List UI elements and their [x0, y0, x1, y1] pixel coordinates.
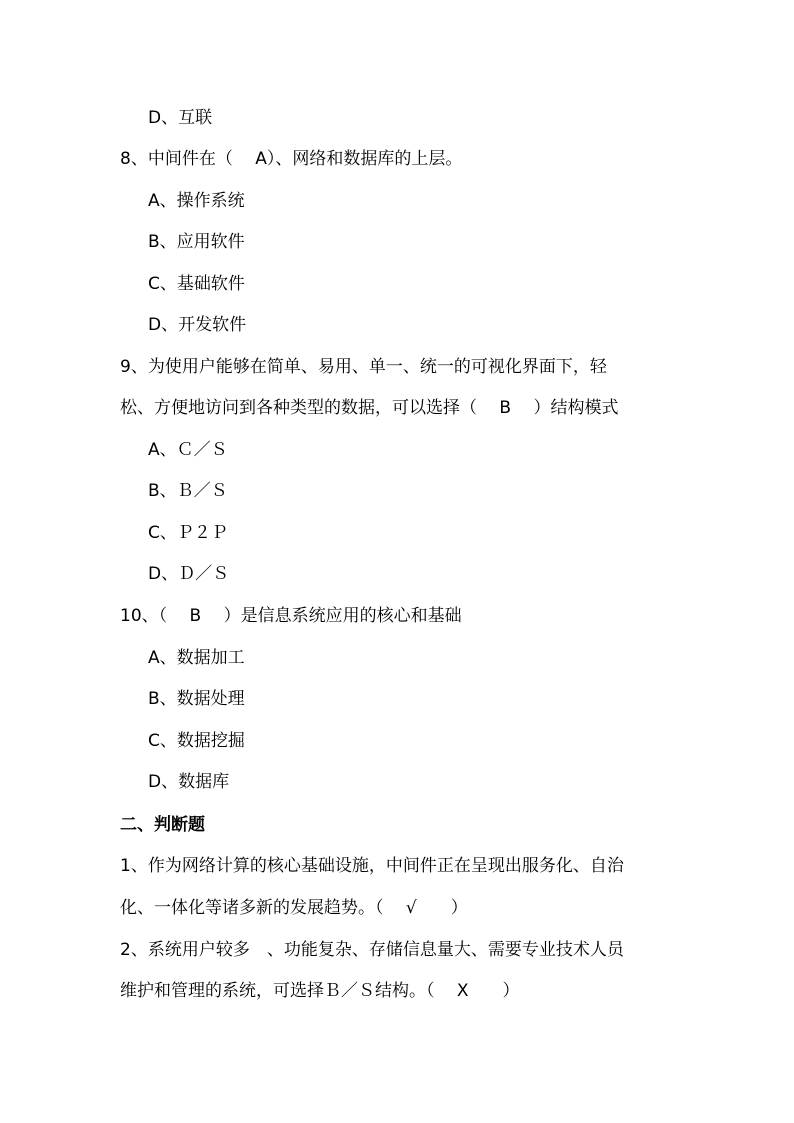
judgment-1-line1: 1、作为网络计算的核心基础设施，中间件正在呈现出服务化、自治 [120, 856, 624, 876]
q8-stem: 8、中间件在（ A）、网络和数据库的上层。 [120, 149, 463, 169]
q10-option-b: B、数据处理 [148, 689, 245, 709]
q10-option-d: D、数据库 [148, 772, 230, 792]
q8-option-b: B、应用软件 [148, 232, 245, 252]
q8-option-d: D、开发软件 [148, 315, 247, 335]
q9-option-c: C、Ｐ２Ｐ [148, 523, 228, 543]
q9-stem-line2: 松、方便地访问到各种类型的数据，可以选择（ B ）结构模式 [120, 398, 619, 418]
q9-stem-line1: 9、为使用户能够在简单、易用、单一、统一的可视化界面下，轻 [120, 357, 607, 377]
q10-option-c: C、数据挖掘 [148, 731, 245, 751]
section-title-judgment: 二、判断题 [120, 815, 205, 835]
q9-option-a: A、Ｃ／Ｓ [148, 440, 228, 460]
q8-option-c: C、基础软件 [148, 274, 245, 294]
q10-stem: 10、（ B ）是信息系统应用的核心和基础 [120, 606, 462, 626]
judgment-1-line2: 化、一体化等诸多新的发展趋势。（ √ ） [120, 898, 468, 918]
q10-option-a: A、数据加工 [148, 648, 245, 668]
q8-option-a: A、操作系统 [148, 191, 245, 211]
q9-option-d: D、Ｄ／Ｓ [148, 564, 230, 584]
judgment-2-line1: 2、系统用户较多 、功能复杂、存储信息量大、需要专业技术人员 [120, 940, 624, 960]
q9-option-b: B、Ｂ／Ｓ [148, 481, 228, 501]
judgment-2-line2: 维护和管理的系统，可选择Ｂ／Ｓ结构。（ X ） [120, 981, 520, 1001]
q7-option-d: D、互联 [148, 108, 213, 128]
